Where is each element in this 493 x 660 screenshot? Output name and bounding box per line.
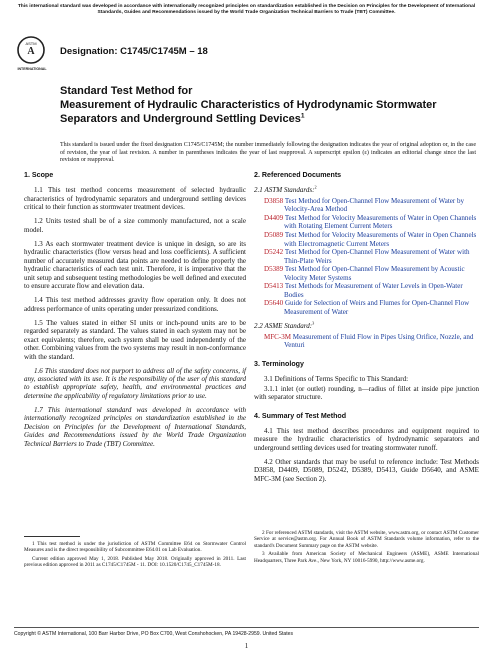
left-column	[24, 170, 246, 454]
referenced-documents-heading: 2. Referenced Documents	[254, 171, 342, 179]
footnotes-right	[254, 530, 479, 566]
asme-standard-label	[254, 322, 479, 330]
para-1-3: 1.3 As each stormwater treatment device is unique in design, so are its hydraulic characteristics (flow versus head and loss coefficients). A sufficient number of accurately measured data points are needed to define properly the hydraulic characteristics of each test unit. Therefore, it is imperative that the unit setup and subsequent testing methodologies be well defined and executed to ensure accurate flow and elevation data.	[24, 239, 246, 291]
para-1-1: 1.1 This test method concerns measurement of selected hydraulic characteristics of hydrodynamic separators and underground settling devices critical to their function as stormwater treatment devices.	[24, 186, 246, 212]
document-title	[60, 84, 480, 126]
ref-code-link[interactable]: D5640	[264, 299, 284, 308]
para-3-1: 3.1 Definitions of Terms Specific to This Standard:	[264, 375, 409, 384]
footnote-3: 3 Available from American Society of Mechanical Engineers (ASME), ASME International Headquarters, Three Park Ave., New York, NY 10016-5990, http://www.asme.org.	[254, 551, 479, 564]
footnote-1: 1 This test method is under the jurisdiction of ASTM Committee E64 on Stormwater Control Measures and is the direct responsibility of Subcommittee E64.01 on Lab Evaluation.	[24, 541, 246, 554]
ref-code-link[interactable]: D5389	[264, 265, 284, 274]
ref-code-link[interactable]: D3858	[264, 196, 284, 205]
svg-text:ASTM: ASTM	[25, 41, 37, 46]
title-line-1: Standard Test Method for	[60, 85, 193, 97]
ref-title-link[interactable]: Test Method for Velocity Measurements of Water in Open Channels with Electromagnetic Current Meters	[284, 231, 477, 248]
designation: Designation: C1745/C1745M – 18	[60, 46, 208, 57]
asme-ref-code-link[interactable]: MFC-3M	[264, 332, 292, 341]
ref-item[interactable]	[254, 197, 479, 214]
asme-standard-text: 2.2 ASME Standard:	[254, 322, 313, 331]
astm-standards-mark: 2	[314, 185, 317, 191]
footnote-2: 2 For referenced ASTM standards, visit the ASTM website, www.astm.org, or contact ASTM Customer Service at service@astm.org. For Annual Book of ASTM Standards volume information, refer to the standard's Document Summary page on the ASTM website.	[254, 530, 479, 549]
svg-text:INTERNATIONAL: INTERNATIONAL	[17, 67, 47, 71]
para-1-4: 1.4 This test method addresses gravity flow operation only. It does not address performance of units operating under pressurized conditions.	[24, 296, 246, 313]
para-1-7: 1.7 This international standard was developed in accordance with internationally recognized principles on standardization established in the Decision on Principles for the Development of International Standards, Guides and Recommendations issued by the World Trade Organization Technical Barriers to Trade (TBT) Committee.	[24, 405, 246, 448]
page-number: 1	[244, 642, 249, 650]
title-line-2: Measurement of Hydraulic Characteristics of Hydrodynamic Stormwater Separators and Underground Settling Devices	[60, 99, 437, 125]
ref-code-link[interactable]: D5413	[264, 282, 284, 291]
header-notice: This international standard was developed in accordance with internationally recognized principles on standardization established in the Decision on Principles for the Development of International Standards, Guides and Recommendations issued by the World Trade Organization Technical Barriers to Trade (TBT) Committee.	[17, 4, 476, 15]
ref-item[interactable]	[254, 248, 479, 265]
astm-standards-label	[254, 186, 479, 194]
svg-text:A: A	[27, 46, 35, 57]
ref-item[interactable]	[254, 282, 479, 299]
ref-code-link[interactable]: D4409	[264, 214, 284, 222]
para-4-2: 4.2 Other standards that may be useful to reference include: Test Methods D3858, D4409, D5089, D5242, D5389, D5413, Guide D5640, and ASME MFC-3M (see Section 2).	[254, 457, 479, 483]
summary-heading: 4. Summary of Test Method	[254, 411, 347, 420]
intro-paragraph: This standard is issued under the fixed designation C1745/C1745M; the number immediately following the designation indicates the year of original adoption or, in the case of revision, the year of last revision. A number in parentheses indicates the year of last reapproval. A superscript epsilon (ε) indicates an editorial change since the last revision or reapproval.	[60, 142, 476, 164]
ref-title-link[interactable]: Test Method for Open-Channel Flow Measurement by Acoustic Velocity Meter Systems	[284, 265, 465, 282]
ref-item[interactable]	[254, 299, 479, 316]
copyright-line: Copyright © ASTM International, 100 Barr Harbor Drive, PO Box C700, West Conshohocken, PA 19428-2959. United States	[14, 631, 294, 637]
ref-code-link[interactable]: D5242	[264, 248, 284, 257]
ref-title-link[interactable]: Test Method for Open-Channel Flow Measurement of Water by Velocity-Area Method	[284, 196, 465, 214]
para-1-6: 1.6 This standard does not purport to address all of the safety concerns, if any, associated with its use. It is the responsibility of the user of this standard to establish appropriate safety, health, and environmental practices and determine the applicability of regulatory limitations prior to use.	[24, 366, 246, 400]
ref-item[interactable]	[254, 231, 479, 248]
ref-title-link[interactable]: Guide for Selection of Weirs and Flumes for Open-Channel Flow Measurement of Water	[284, 299, 470, 316]
asme-ref-item[interactable]	[254, 333, 479, 350]
para-1-2: 1.2 Units tested shall be of a size commonly manufactured, not a scale model.	[24, 217, 246, 234]
footnotes-left	[24, 536, 246, 571]
ref-title-link[interactable]: Test Methods for Measurement of Water Levels in Open-Water Bodies	[284, 282, 463, 299]
title-footnote-mark: 1	[300, 112, 305, 120]
scope-heading: 1. Scope	[24, 171, 54, 179]
ref-item[interactable]	[254, 214, 479, 231]
footnote-divider	[24, 536, 80, 537]
right-column	[254, 170, 479, 489]
astm-standards-text: 2.1 ASTM Standards:	[254, 186, 315, 195]
asme-ref-title-link[interactable]: Measurement of Fluid Flow in Pipes Using Orifice, Nozzle, and Venturi	[284, 332, 474, 350]
para-4-1: 4.1 This test method describes procedures and equipment required to measure the hydraulic characteristics of hydrodynamic separators and underground settling devices used for treating stormwater runoff.	[254, 427, 479, 452]
ref-title-link[interactable]: Test Method for Velocity Measurements of Water in Open Channels with Rotating Element Current Meters	[284, 214, 477, 231]
asme-standard-mark: 3	[312, 321, 315, 327]
ref-title-link[interactable]: Test Method for Open-Channel Flow Measurement of Water with Thin-Plate Weirs	[284, 248, 470, 265]
footer-divider	[14, 627, 479, 628]
para-1-5: 1.5 The values stated in either SI units or inch-pound units are to be regarded separately as standard. The values stated in each system may not be exact equivalents; therefore, each system shall be used independently of the other. Combining values from the two systems may result in non-conformance with the standard.	[24, 318, 246, 361]
astm-logo-icon	[15, 35, 49, 73]
para-3-1-1: 3.1.1 inlet (or outlet) rounding, n—radius of fillet at inside pipe junction with separator structure.	[254, 384, 479, 402]
ref-item[interactable]	[254, 265, 479, 282]
terminology-heading: 3. Terminology	[254, 359, 304, 368]
footnote-1-edition: Current edition approved May 1, 2018. Published May 2018. Originally approved in 2011. Last previous edition approved in 2011 as C1745/C1745M - 11. DOI: 10.1520/C1745_C1745M-18.	[24, 555, 246, 569]
ref-code-link[interactable]: D5089	[264, 231, 284, 240]
